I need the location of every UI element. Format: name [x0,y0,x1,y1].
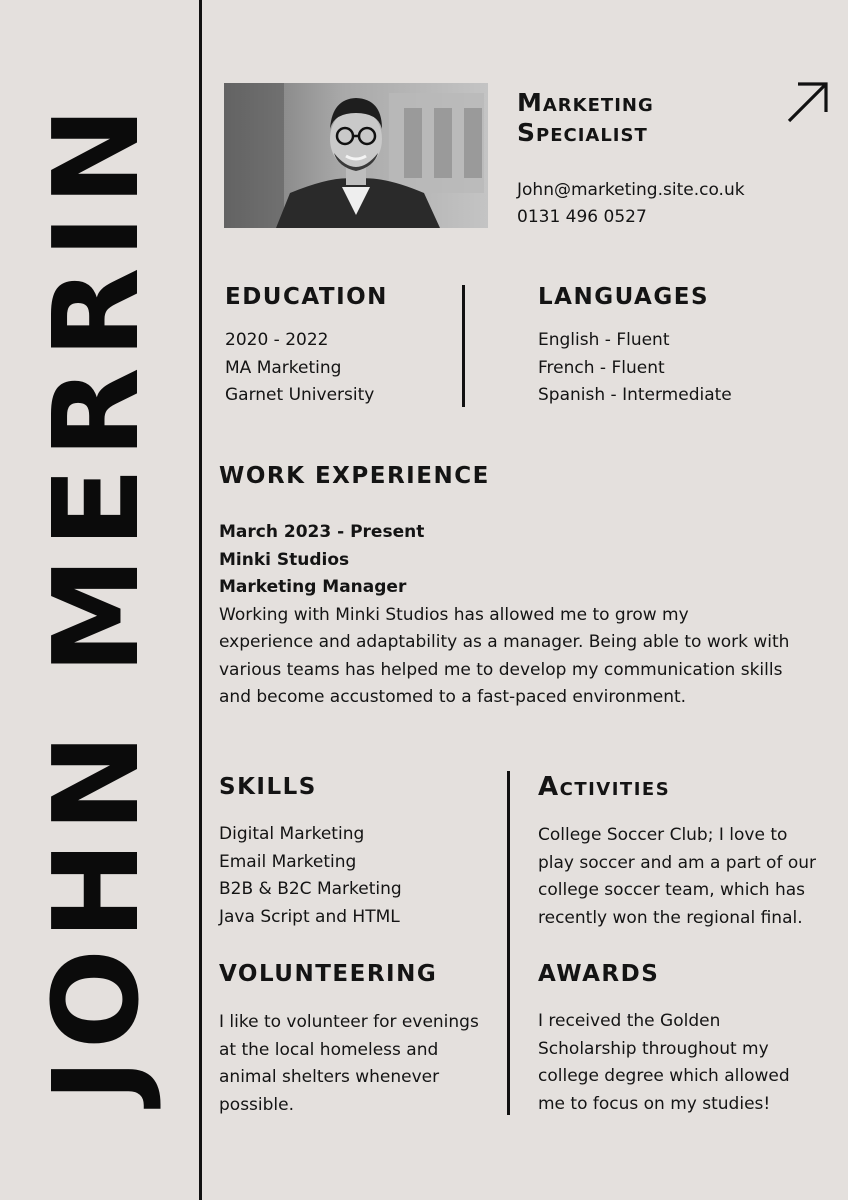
skills-heading: SKILLS [219,774,317,800]
activity-line: play soccer and am a part of our [538,852,817,873]
skill-line: Email Marketing [219,851,357,872]
work-description-line: and become accustomed to a fast-paced environment. [219,687,687,707]
arrow-up-right-icon [784,80,832,128]
award-line: I received the Golden [538,1011,721,1031]
name-vertical: JOHN MERRIN [27,97,165,1103]
work-description-line: Working with Minki Studios has allowed me to grow my [219,604,689,625]
section-divider [507,771,510,1115]
volunteering-line: animal shelters whenever [219,1067,440,1087]
volunteering-line: at the local homeless and [219,1039,439,1060]
activity-line: College Soccer Club; I love to [538,825,788,845]
education-list [225,327,374,410]
activities-list [538,822,816,932]
awards-heading: AWARDS [538,961,660,987]
work-experience-entry [219,519,789,712]
skills-list [219,821,402,931]
award-line: me to focus on my studies! [538,1093,771,1114]
skill-line: Digital Marketing [219,824,365,844]
activity-line: college soccer team, which has [538,880,805,900]
work-company: Minki Studios [219,549,350,570]
contact-info [517,177,745,231]
job-title-line-2: Specialist [517,118,648,147]
phone: 0131 496 0527 [517,207,647,227]
volunteering-line: possible. [219,1094,295,1115]
languages-list [538,327,732,410]
skill-line: Java Script and HTML [219,906,400,927]
award-line: Scholarship throughout my [538,1038,769,1059]
languages-heading: LANGUAGES [538,284,710,310]
language-line: English - Fluent [538,330,670,350]
work-experience-heading: WORK EXPERIENCE [219,463,490,489]
activity-line: recently won the regional final. [538,907,803,928]
awards-list [538,1008,790,1118]
job-title [517,88,654,148]
vertical-divider [199,0,202,1200]
education-heading: EDUCATION [225,284,388,310]
volunteering-heading: VOLUNTEERING [219,961,438,987]
section-divider [462,285,465,407]
activities-heading: Activities [538,772,671,802]
skill-line: B2B & B2C Marketing [219,879,402,899]
award-line: college degree which allowed [538,1066,790,1086]
education-line: 2020 - 2022 [225,330,329,350]
language-line: French - Fluent [538,357,665,378]
job-title-line-1: Marketing [517,88,654,117]
work-dates: March 2023 - Present [219,522,425,542]
profile-photo [224,83,488,228]
work-description-line: experience and adaptability as a manager. Being able to work with [219,632,790,652]
education-line: Garnet University [225,385,375,405]
work-role: Marketing Manager [219,577,407,597]
work-description-line: various teams has helped me to develop my communication skills [219,659,783,680]
volunteering-line: I like to volunteer for evenings [219,1012,479,1032]
email: John@marketing.site.co.uk [517,180,745,200]
language-line: Spanish - Intermediate [538,385,732,405]
volunteering-list [219,1009,479,1119]
education-line: MA Marketing [225,357,342,378]
